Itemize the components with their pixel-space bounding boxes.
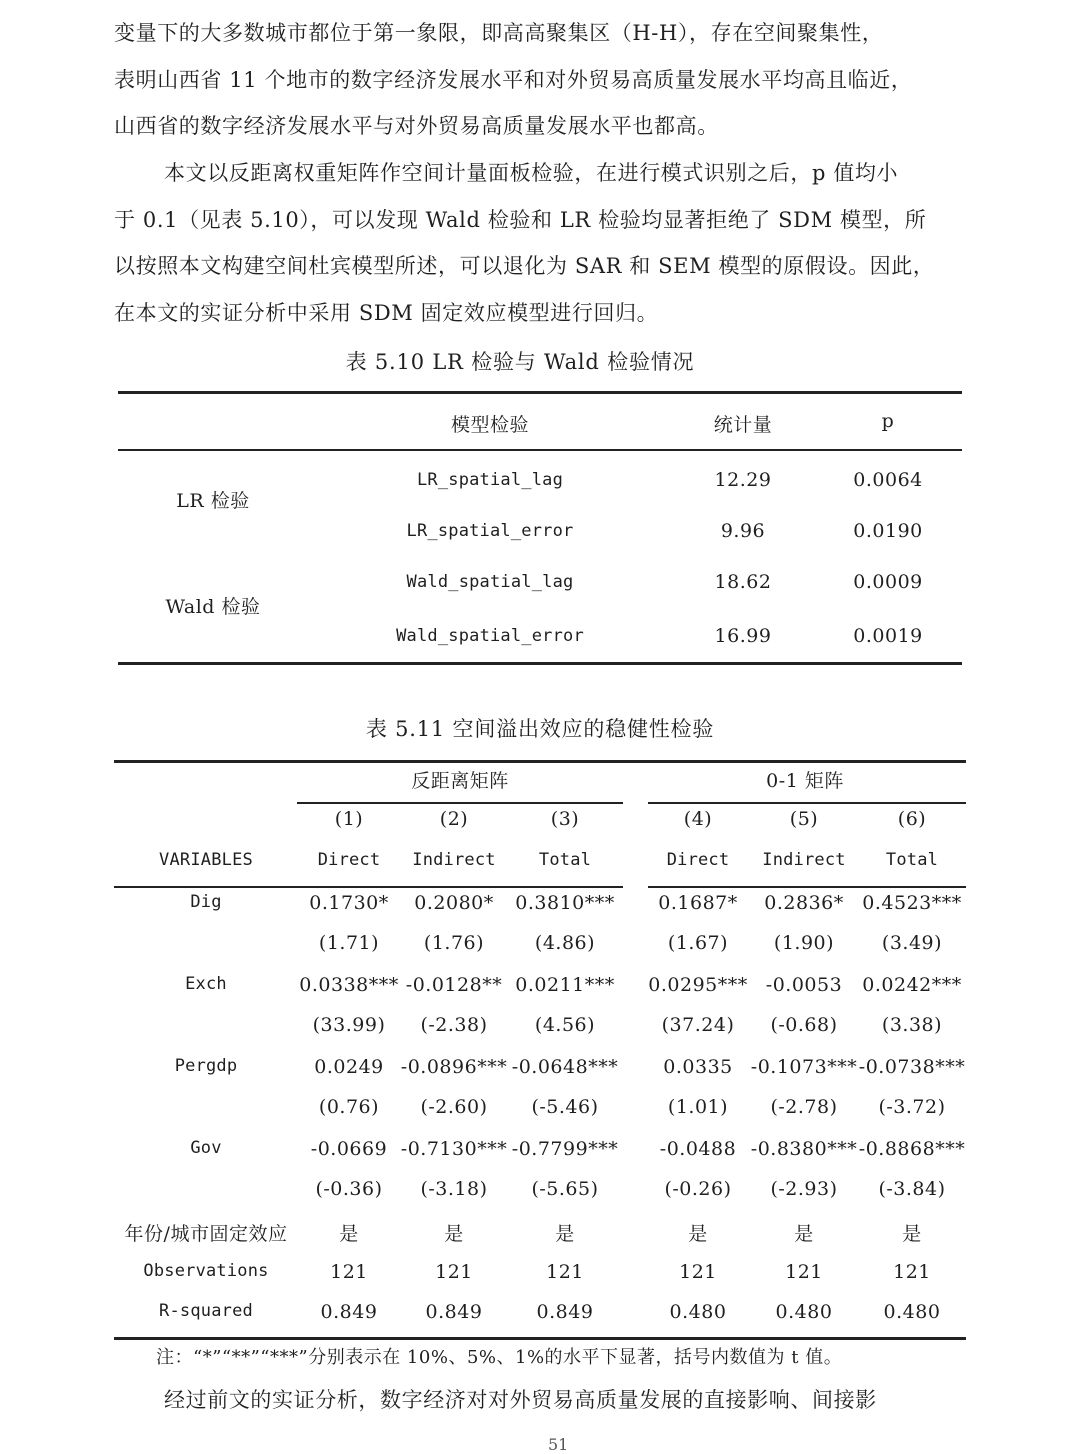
table-511-caption: 表 5.11 空间溢出效应的稳健性检验 [365, 717, 715, 741]
table-511-cell: 0.0338*** [299, 974, 399, 996]
paragraph-2 [114, 150, 974, 336]
table-511-cell: 0.3810*** [515, 892, 615, 914]
table-511-cell: 0.0335 [663, 1056, 733, 1078]
table-511-cell: (1.71) [318, 932, 380, 954]
table-511-cell: (-0.26) [664, 1178, 732, 1200]
table-511-col-name: Direct [666, 850, 730, 870]
table-511-cell: -0.0488 [659, 1138, 737, 1160]
paragraph-1-line: 表明山西省 11 个地市的数字经济发展水平和对外贸易高质量发展水平均高且临近， [114, 67, 913, 92]
table-510-p: 0.0009 [853, 571, 923, 593]
paragraph-1-line: 变量下的大多数城市都位于第一象限，即高高聚集区（H-H），存在空间聚集性， [114, 21, 884, 45]
table-511-cell: 0.2836* [764, 892, 844, 914]
table-511-cell: (-2.78) [770, 1096, 838, 1118]
table-511-cell: 121 [330, 1261, 368, 1283]
table-511-col-number: (1) [334, 808, 364, 830]
table-510-caption: 表 5.10 LR 检验与 Wald 检验情况 [345, 350, 695, 374]
table-510-header-p: p [881, 410, 895, 432]
table-511-cell: 0.849 [320, 1301, 378, 1323]
table-511-cell: -0.1073*** [750, 1056, 858, 1078]
table-511-cell: 0.0295*** [648, 974, 748, 996]
table-511-cell: (-0.68) [770, 1014, 838, 1036]
table-511-col-name: Indirect [762, 850, 846, 870]
table-511-cell: 0.480 [775, 1301, 833, 1323]
table-511-cell: 是 [902, 1223, 922, 1245]
table-511-cell: (-3.18) [420, 1178, 488, 1200]
table-511-header-rule-right [648, 886, 966, 888]
table-511-cell: 121 [893, 1261, 931, 1283]
table-511-cell: (1.76) [423, 932, 485, 954]
table-511-row-variable: Gov [190, 1138, 222, 1158]
table-511-cell: 0.849 [425, 1301, 483, 1323]
table-511-row-variable: Observations [143, 1261, 269, 1281]
paragraph-3-line: 经过前文的实证分析，数字经济对对外贸易高质量发展的直接影响、间接影 [164, 1388, 877, 1412]
table-511-col-number: (2) [439, 808, 469, 830]
table-511-cell: 是 [794, 1223, 814, 1245]
table-511-cell: (37.24) [661, 1014, 735, 1036]
table-511-bottom-rule [114, 1337, 966, 1340]
table-511-cell: 0.480 [883, 1301, 941, 1323]
table-511-cell: -0.0669 [310, 1138, 388, 1160]
table-510-mid-rule [118, 449, 962, 451]
table-510-p: 0.0064 [853, 469, 923, 491]
table-511-cell: (0.76) [318, 1096, 380, 1118]
table-511-cell: 是 [444, 1223, 464, 1245]
page-number: 51 [548, 1435, 569, 1454]
table-510-test: LR_spatial_lag [416, 470, 564, 490]
table-510-top-rule [118, 391, 962, 394]
paragraph-2-line: 本文以反距离权重矩阵作空间计量面板检验，在进行模式识别之后，p 值均小 [164, 161, 899, 185]
paragraph-2-line: 以按照本文构建空间杜宾模型所述，可以退化为 SAR 和 SEM 模型的原假设。因此， [114, 254, 935, 278]
table-511-variables-label: VARIABLES [159, 850, 253, 870]
table-511-cell: (-0.36) [315, 1178, 383, 1200]
table-511-cell: (4.56) [534, 1014, 596, 1036]
table-510-header-test: 模型检验 [450, 414, 530, 436]
table-510-stat: 18.62 [714, 571, 772, 593]
table-511-cell: (4.86) [534, 932, 596, 954]
table-511-cell: (1.90) [773, 932, 835, 954]
table-511-cell: (1.67) [667, 932, 729, 954]
table-511-cell: 是 [339, 1223, 359, 1245]
table-510-group-lr: LR 检验 [176, 490, 250, 512]
table-511-cell: (-2.38) [420, 1014, 488, 1036]
table-511-group-rule-left [297, 802, 623, 804]
table-511-col-number: (4) [683, 808, 713, 830]
table-511-cell: 0.4523*** [862, 892, 962, 914]
table-511-cell: 0.0249 [314, 1056, 384, 1078]
table-511-row-variable: Exch [185, 974, 227, 994]
table-511-group-rule-right [648, 802, 966, 804]
table-511-cell: -0.0053 [765, 974, 843, 996]
table-510-stat: 9.96 [720, 520, 766, 542]
table-511-cell: 121 [546, 1261, 584, 1283]
table-511-col-name: Total [885, 850, 939, 870]
table-510-stat: 16.99 [714, 625, 772, 647]
table-511-cell: (-3.72) [878, 1096, 946, 1118]
table-510-p: 0.0190 [853, 520, 923, 542]
table-511-cell: (3.49) [881, 932, 943, 954]
table-510-header-stat: 统计量 [713, 414, 773, 436]
table-511-cell: 0.1730* [309, 892, 389, 914]
table-510-p: 0.0019 [853, 625, 923, 647]
table-510-stat: 12.29 [714, 469, 772, 491]
table-511-header-rule-left [114, 886, 623, 888]
table-511-cell: -0.8868*** [858, 1138, 966, 1160]
table-511-row-variable: Pergdp [174, 1056, 238, 1076]
table-511-cell: (-5.65) [531, 1178, 599, 1200]
table-510-test: Wald_spatial_error [396, 626, 584, 646]
table-510-test: LR_spatial_error [406, 521, 574, 541]
table-511-cell: 121 [679, 1261, 717, 1283]
table-511-cell: -0.0896*** [400, 1056, 508, 1078]
table-511-col-number: (6) [897, 808, 927, 830]
table-511-group-header: 0-1 矩阵 [766, 770, 844, 792]
table-511-cell: 121 [785, 1261, 823, 1283]
table-511-cell: (1.01) [667, 1096, 729, 1118]
paragraph-1 [114, 10, 974, 150]
table-511-col-name: Indirect [412, 850, 496, 870]
table-511-cell: 0.480 [669, 1301, 727, 1323]
table-511-cell: -0.8380*** [750, 1138, 858, 1160]
table-511-cell: 0.0211*** [515, 974, 615, 996]
table-511-cell: (33.99) [312, 1014, 386, 1036]
table-511-cell: (-2.93) [770, 1178, 838, 1200]
table-511-cell: (-3.84) [878, 1178, 946, 1200]
table-511-cell: -0.7130*** [400, 1138, 508, 1160]
table-511-cell: 0.849 [536, 1301, 594, 1323]
paragraph-3 [114, 1377, 974, 1424]
table-511-row-variable: R-squared [159, 1301, 253, 1321]
table-511-cell: (3.38) [881, 1014, 943, 1036]
paragraph-2-line: 在本文的实证分析中采用 SDM 固定效应模型进行回归。 [114, 300, 659, 325]
table-511-cell: -0.0648*** [511, 1056, 619, 1078]
table-511-col-number: (3) [550, 808, 580, 830]
table-510-group-wald: Wald 检验 [165, 596, 261, 618]
table-511-group-header: 反距离矩阵 [411, 770, 509, 792]
table-511-col-name: Direct [317, 850, 381, 870]
table-511-cell: -0.0738*** [858, 1056, 966, 1078]
table-511-cell: 0.0242*** [862, 974, 962, 996]
table-511-cell: 0.2080* [414, 892, 494, 914]
table-511-top-rule [114, 760, 966, 763]
table-511-col-number: (5) [789, 808, 819, 830]
paragraph-1-line: 山西省的数字经济发展水平与对外贸易高质量发展水平也都高。 [114, 114, 719, 138]
table-511-cell: 121 [435, 1261, 473, 1283]
table-511-cell: (-2.60) [420, 1096, 488, 1118]
table-511-cell: -0.0128** [405, 974, 503, 996]
table-510-bottom-rule [118, 662, 962, 665]
table-511-cell: (-5.46) [531, 1096, 599, 1118]
table-511-cell: 是 [555, 1223, 575, 1245]
table-511-col-name: Total [538, 850, 592, 870]
table-511-cell: -0.7799*** [511, 1138, 619, 1160]
table-511-row-variable: 年份/城市固定效应 [124, 1223, 288, 1245]
table-511-cell: 0.1687* [658, 892, 738, 914]
table-510-test: Wald_spatial_lag [406, 572, 574, 592]
table-511-note: 注：“*”“**”“***”分别表示在 10%、5%、1%的水平下显著，括号内数值为 t 值。 [156, 1347, 843, 1368]
table-511-cell: 是 [688, 1223, 708, 1245]
paragraph-2-line: 于 0.1（见表 5.10），可以发现 Wald 检验和 LR 检验均显著拒绝了 SDM 模型，所 [114, 207, 927, 232]
table-511-row-variable: Dig [190, 892, 222, 912]
